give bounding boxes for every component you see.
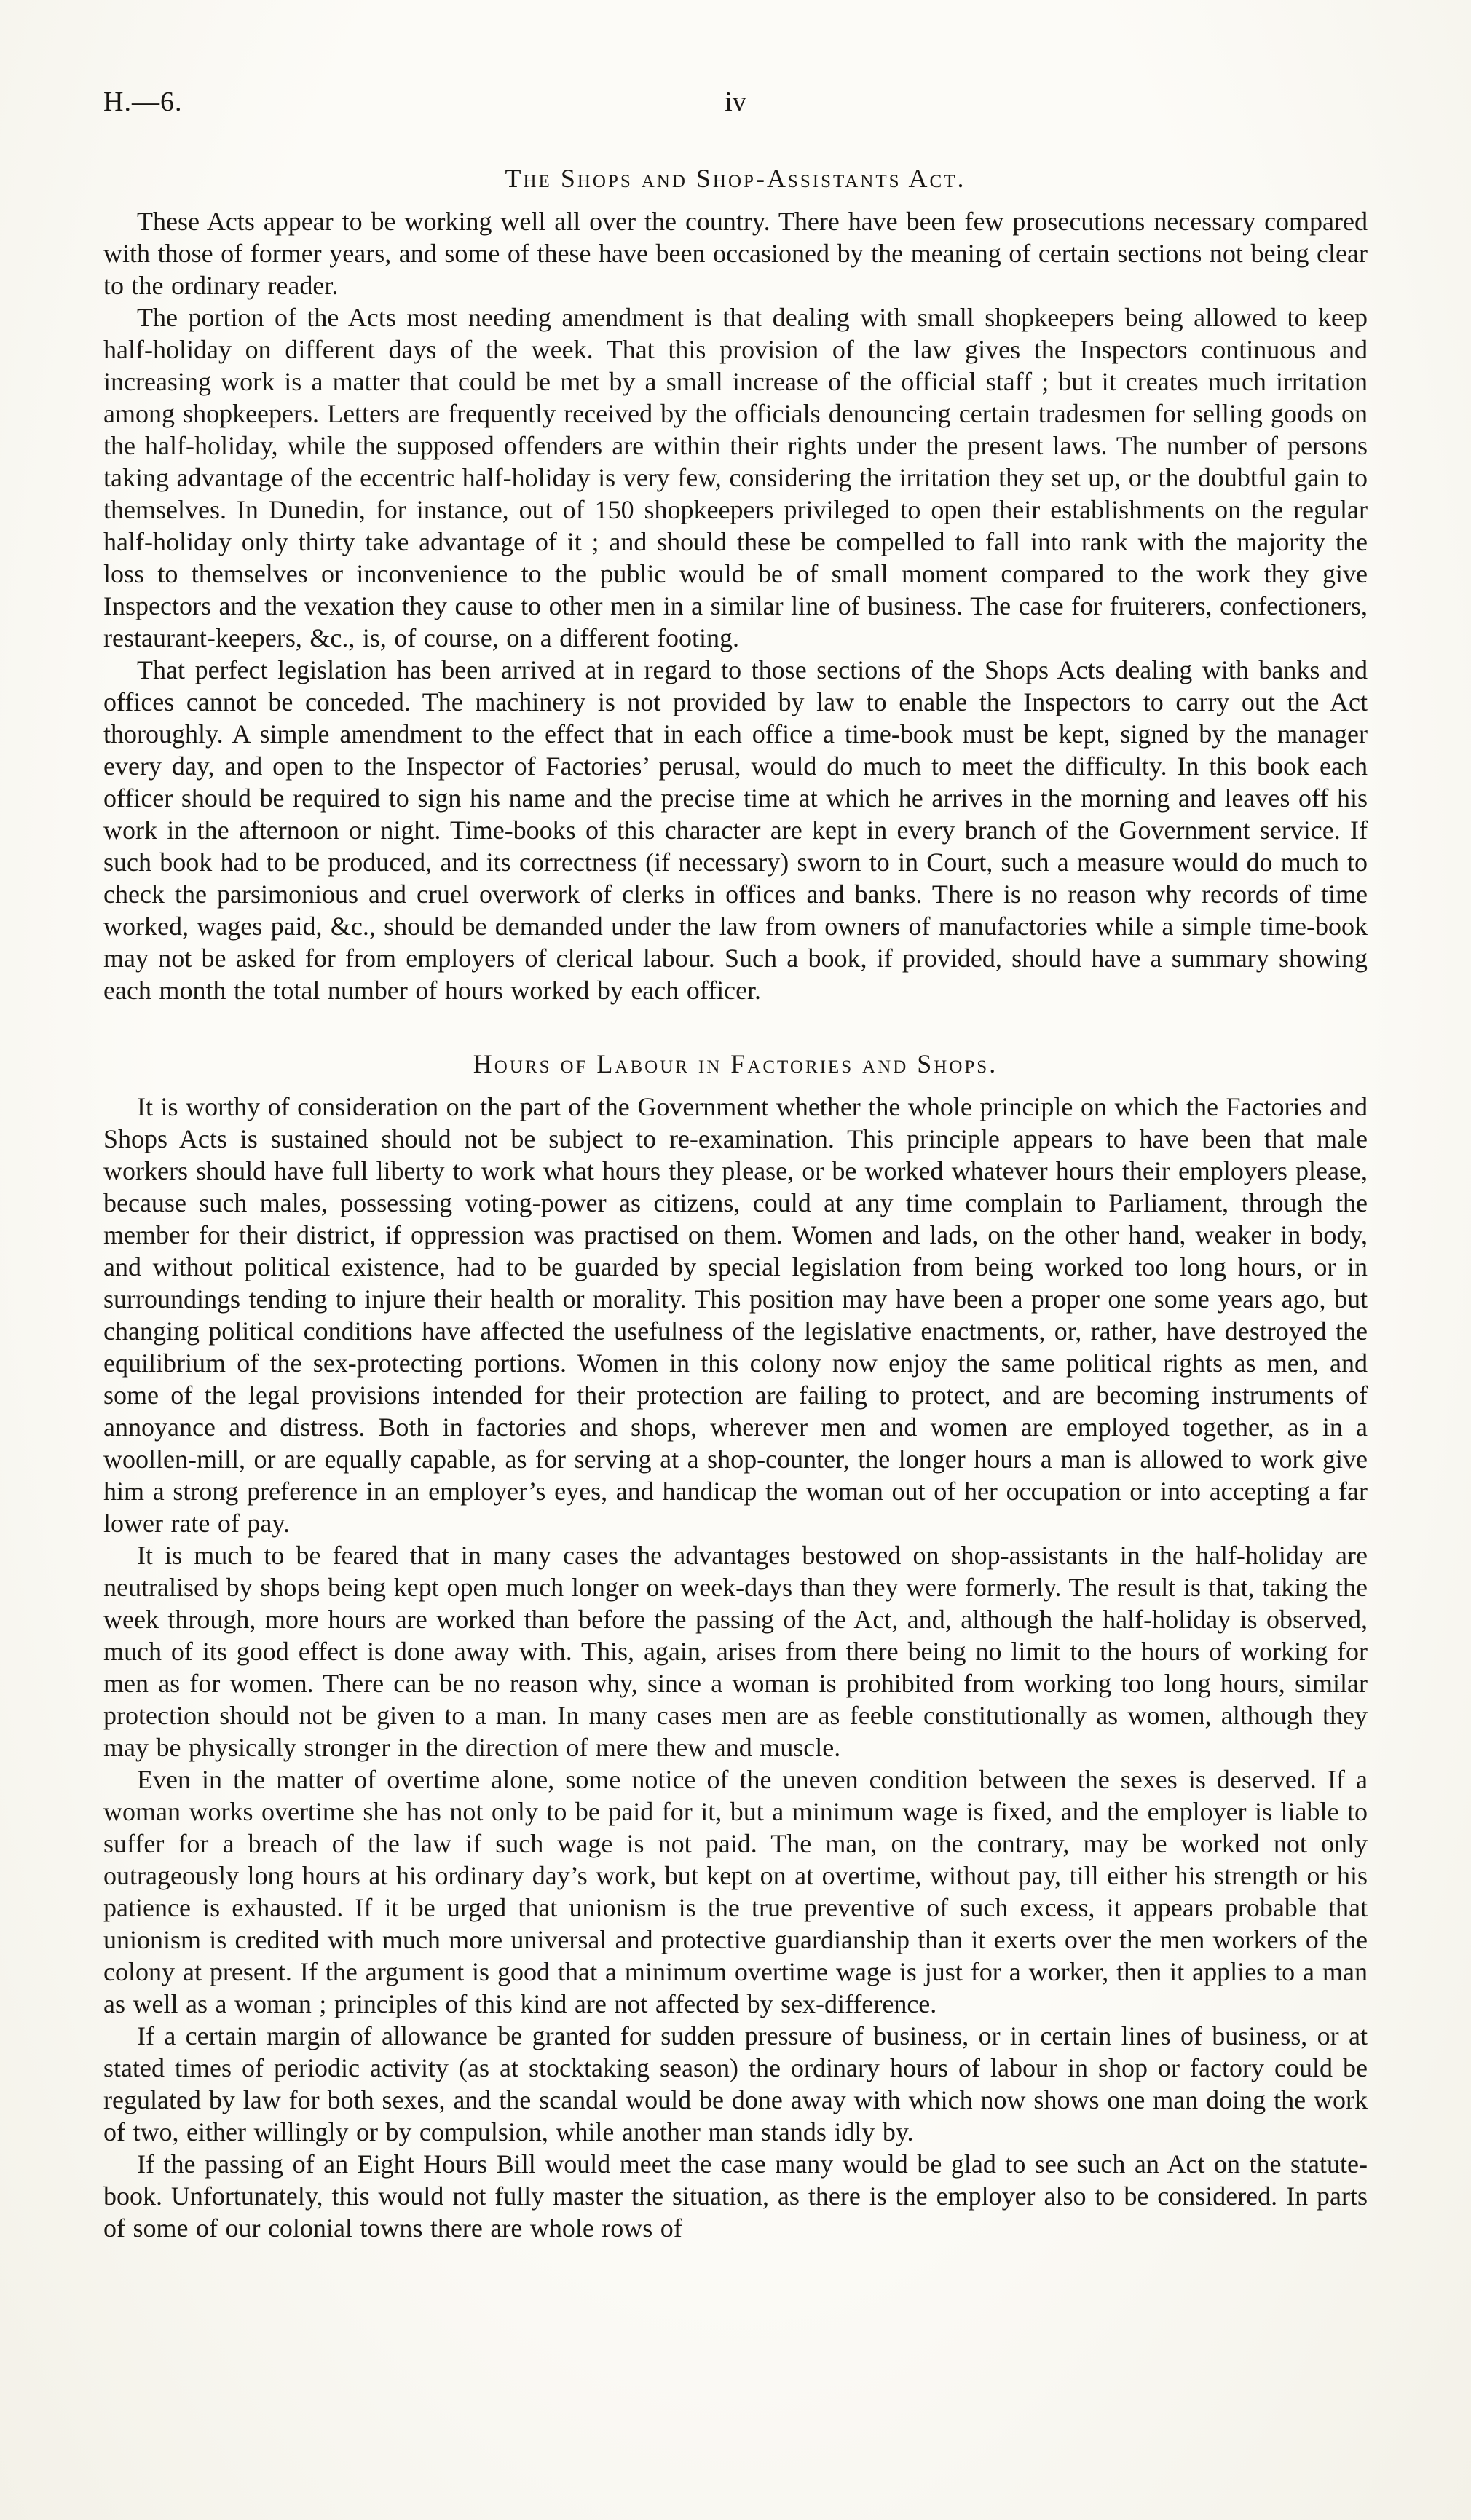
paragraph-hours-5: If the passing of an Eight Hours Bill would meet the case many would be glad to see such an Act on the statute-book. Unfortunately, this would not fully master the situation, as there is the employer also to be considered. In parts of some of our colonial towns there are whole rows of xyxy=(103,2149,1368,2243)
section-heading-hours-of-labour: Hours of Labour in Factories and Shops. xyxy=(473,1049,998,1078)
paragraph-hours-4: If a certain margin of allowance be granted for sudden pressure of business, or in certain lines of business, or at stated times of periodic activity (as at stocktaking season) the ordinary hours of labour in shop or factory could be regulated by law for both sexes, and the scandal would be done away with which now shows one man doing the work of two, either willingly or by compulsion, while another man stands idly by. xyxy=(103,2021,1368,2146)
paragraph-shops-act-3: That perfect legislation has been arrived at in regard to those sections of the Shops Acts dealing with banks and offices cannot be conceded. The machinery is not provided by law to enable the Inspectors to carry out the Act thoroughly. A simple amendment to the effect that in each office a time-book must be kept, signed by the manager every day, and open to the Inspector of Factories’ perusal, would do much to meet the difficulty. In this book each officer should be required to sign his name and the precise time at which he arrives in the morning and leaves off his work in the afternoon or night. Time-books of this character are kept in every branch of the Government service. If such book had to be produced, and its correctness (if necessary) sworn to in Court, such a measure would do much to check the parsimonious and cruel overwork of clerks in offices and banks. There is no reason why records of time worked, wages paid, &c., should be demanded under the law from owners of manufactories while a simple time-book may not be asked for from employers of clerical labour. Such a book, if provided, should have a summary showing each month the total number of hours worked by each officer. xyxy=(103,655,1368,1005)
paragraph-hours-2: It is much to be feared that in many cases the advantages bestowed on shop-assistants in the half-holiday are neutralised by shops being kept open much longer on week-days than they were formerly. The result is that, taking the week through, more hours are worked than before the passing of the Act, and, although the half-holiday is observed, much of its good effect is done away with. This, again, arises from there being no limit to the hours of working for men as for women. There can be no reason why, since a woman is prohibited from working too long hours, similar protection should not be given to a man. In many cases men are as feeble constitutionally as women, although they may be physically stronger in the direction of mere thew and muscle. xyxy=(103,1541,1368,1762)
paragraph-shops-act-2: The portion of the Acts most needing amendment is that dealing with small shopkeepers being allowed to keep half-holiday on different days of the week. That this provision of the law gives the Inspectors continuous and increasing work is a matter that could be met by a small increase of the official staff ; but it creates much irritation among shopkeepers. Letters are frequently received by the officials denouncing certain tradesmen for selling goods on the half-holiday, while the supposed offenders are within their rights under the present laws. The number of persons taking advantage of the eccentric half-holiday is very few, considering the irritation they set up, or the doubtful gain to themselves. In Dunedin, for instance, out of 150 shopkeepers privileged to open their establishments on the regular half-holiday only thirty take advantage of it ; and should these be compelled to fall into rank with the majority the loss to themselves or inconvenience to the public would be of small moment compared to the work they give Inspectors and the vexation they cause to other men in a similar line of business. The case for fruiterers, confectioners, restaurant-keepers, &c., is, of course, on a different footing. xyxy=(103,303,1368,652)
paragraph-hours-3: Even in the matter of overtime alone, some notice of the uneven condition between the sexes is deserved. If a woman works overtime she has not only to be paid for it, but a minimum wage is fixed, and the employer is liable to suffer for a breach of the law if such wage is not paid. The man, on the contrary, may be worked not only outrageously long hours at his ordinary day’s work, but kept on at overtime, without pay, till either his strength or his patience is exhausted. If it be urged that unionism is the true preventive of such excess, it appears probable that unionism is credited with much more universal and protective guardianship than it exerts over the men workers of the colony at present. If the argument is good that a minimum overtime wage is just for a worker, then it applies to a man as well as a woman ; principles of this kind are not affected by sex-difference. xyxy=(103,1765,1368,2018)
paragraph-hours-1: It is worthy of consideration on the part of the Government whether the whole principle on which the Factories and Shops Acts is sustained should not be subject to re-examination. This principle appears to have been that male workers should have full liberty to work what hours they please, or be worked whatever hours their employers please, because such males, possessing voting-power as citizens, could at any time complain to Parliament, through the member for their district, if oppression was practised on them. Women and lads, on the other hand, weaker in body, and without political existence, had to be guarded by special legislation from being worked too long hours, or in surroundings tending to injure their health or morality. This position may have been a proper one some years ago, but changing political conditions have affected the usefulness of the legislative enactments, or, rather, have destroyed the equilibrium of the sex-protecting portions. Women in this colony now enjoy the same political rights as men, and some of the legal provisions intended for their protection are failing to protect, and are becoming instruments of annoyance and distress. Both in factories and shops, wherever men and women are employed together, as in a woollen-mill, or are equally capable, as for serving at a shop-counter, the longer hours a man is allowed to work give him a strong preference in an employer’s eyes, and handicap the woman out of her occupation or into accepting a far lower rate of pay. xyxy=(103,1092,1368,1538)
paragraph-shops-act-1: These Acts appear to be working well all over the country. There have been few prosecutions necessary compared with those of former years, and some of these have been occasioned by the meaning of certain sections not being clear to the ordinary reader. xyxy=(103,207,1368,300)
document-reference: H.—6. xyxy=(103,87,183,117)
page-number: iv xyxy=(725,87,746,117)
section-heading-shops-act: The Shops and Shop-Assistants Act. xyxy=(505,164,966,193)
page-header xyxy=(103,86,1368,121)
